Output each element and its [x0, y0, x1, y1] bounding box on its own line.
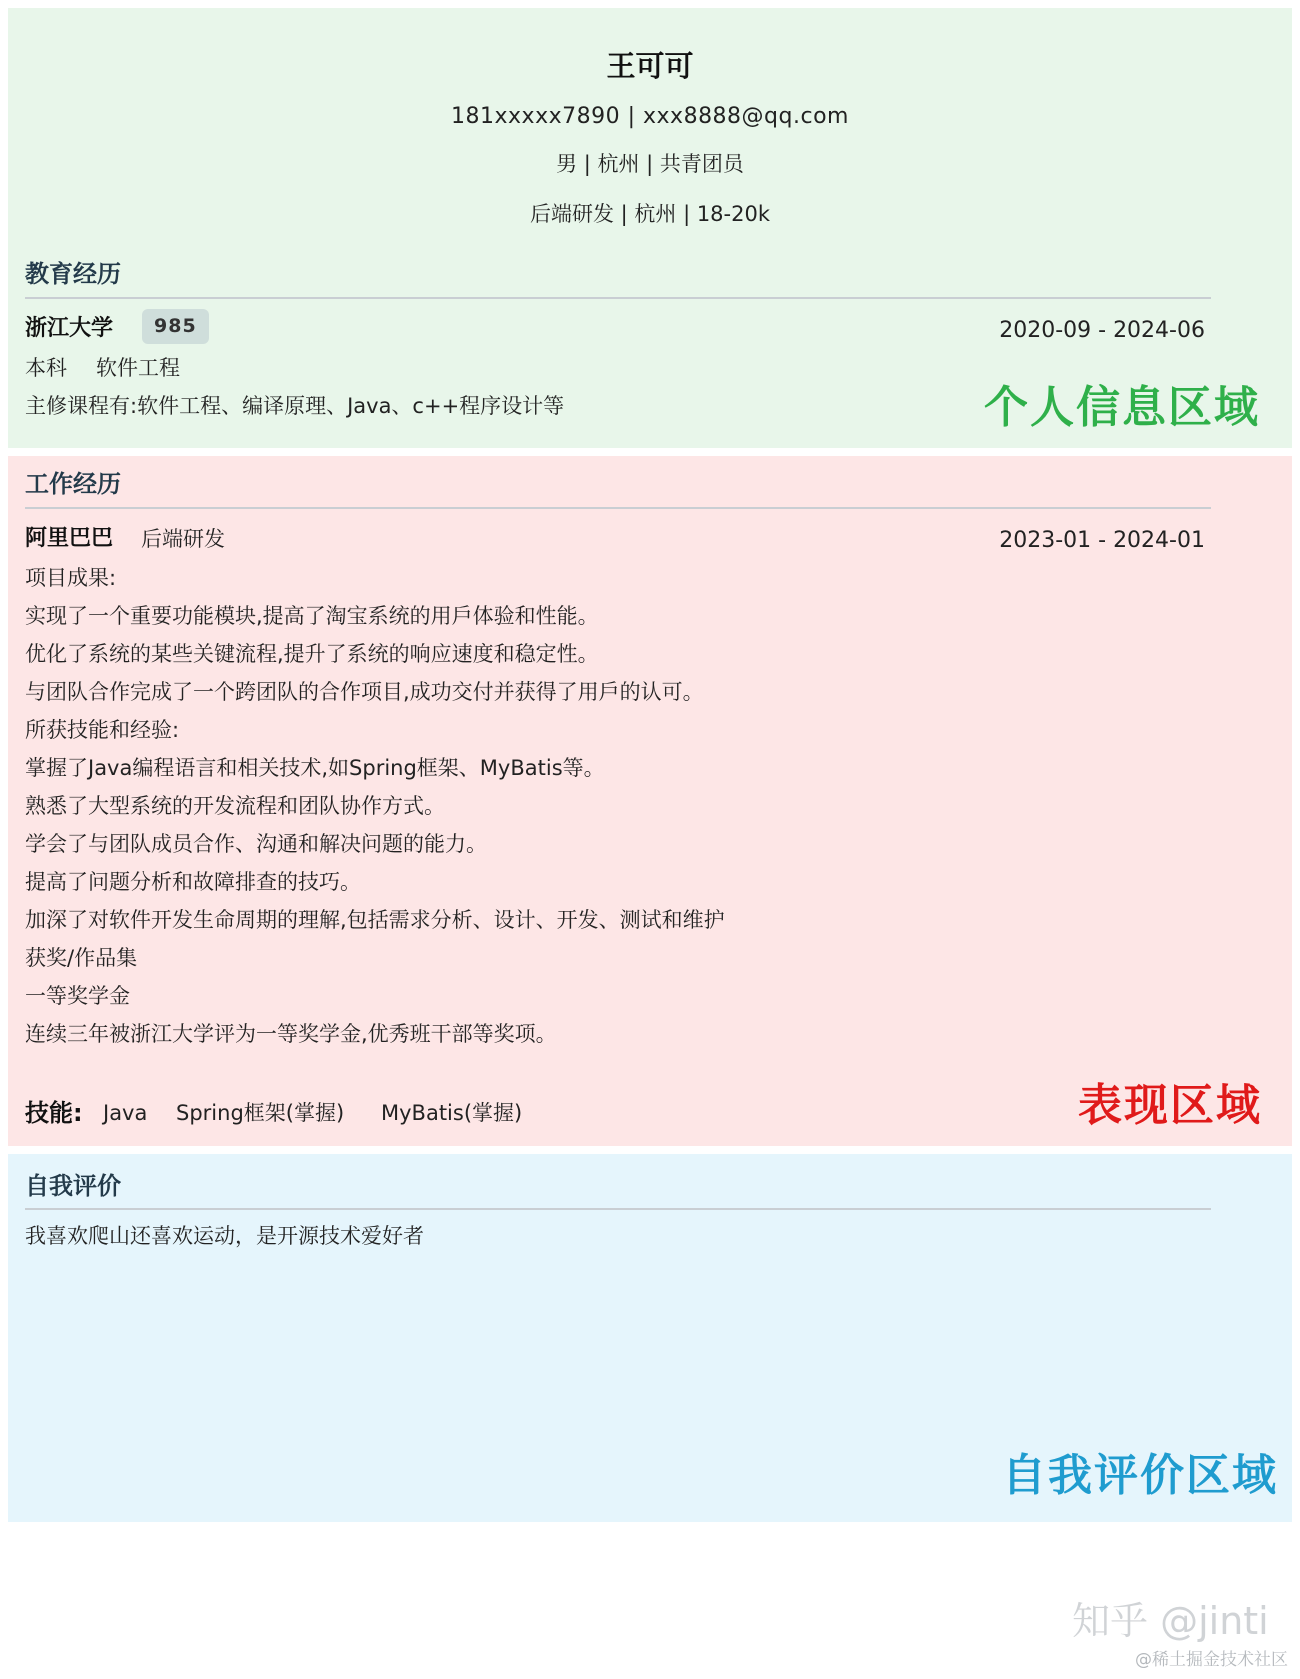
degree: 本科 [25, 356, 67, 380]
school-tag-wrap [142, 309, 209, 344]
school-tag: 985 [142, 309, 209, 344]
work-line: 加深了对软件开发生命周期的理解,包括需求分析、设计、开发、测试和维护 [25, 908, 725, 932]
work-line: 学会了与团队成员合作、沟通和解决问题的能力。 [25, 832, 487, 856]
work-region-label: 表现区域 [1078, 1080, 1262, 1131]
contact-line: 181xxxxx7890 | xxx8888@qq.com [451, 104, 849, 129]
work-line: 项目成果: [25, 566, 117, 590]
work-line: 获奖/作品集 [25, 946, 138, 970]
personal-line: 男 | 杭州 | 共青团员 [556, 152, 744, 176]
work-line: 实现了一个重要功能模块,提高了淘宝系统的用戶体验和性能。 [25, 604, 599, 628]
work-line: 提高了问题分析和故障排查的技巧。 [25, 870, 361, 894]
courses: 主修课程有:软件工程、编译原理、Java、c++程序设计等 [25, 394, 565, 418]
work-region [8, 456, 1292, 1146]
evaluation-divider [25, 1208, 1211, 1210]
juejin-watermark: @稀土掘金技术社区 [1135, 1650, 1288, 1670]
education-divider [25, 297, 1211, 299]
job-intent-line: 后端研发 | 杭州 | 18-20k [529, 202, 771, 226]
major: 软件工程 [96, 356, 180, 380]
work-date: 2023-01 - 2024-01 [999, 528, 1205, 553]
skill-item: MyBatis(掌握) [381, 1101, 523, 1125]
work-line: 掌握了Java编程语言和相关技术,如Spring框架、MyBatis等。 [25, 756, 605, 780]
work-line: 与团队合作完成了一个跨团队的合作项目,成功交付并获得了用戶的认可。 [25, 680, 704, 704]
skill-item: Java [103, 1101, 148, 1125]
skills-label: 技能: [25, 1099, 83, 1127]
skill-item: Spring框架(掌握) [176, 1101, 345, 1125]
work-line: 熟悉了大型系统的开发流程和团队协作方式。 [25, 794, 445, 818]
education-title: 教育经历 [25, 260, 121, 288]
company-name: 阿里巴巴 [25, 526, 114, 551]
work-line: 优化了系统的某些关键流程,提升了系统的响应速度和稳定性。 [25, 642, 599, 666]
self-evaluation-region [8, 1154, 1292, 1522]
education-date: 2020-09 - 2024-06 [999, 318, 1205, 343]
info-region-label: 个人信息区域 [984, 382, 1260, 433]
work-line: 一等奖学金 [25, 984, 130, 1008]
evaluation-text: 我喜欢爬山还喜欢运动，是开源技术爱好者 [25, 1224, 424, 1248]
evaluation-title: 自我评价 [25, 1172, 121, 1200]
work-line: 连续三年被浙江大学评为一等奖学金,优秀班干部等奖项。 [25, 1022, 557, 1046]
personal-info-region [8, 8, 1292, 448]
work-divider [25, 507, 1211, 509]
resume-name: 王可可 [606, 49, 694, 83]
zhihu-watermark: 知乎 @jinti [1072, 1599, 1269, 1643]
school-name: 浙江大学 [25, 316, 114, 341]
work-title: 工作经历 [25, 470, 121, 498]
evaluation-region-label: 自我评价区域 [1002, 1450, 1278, 1501]
work-line: 所获技能和经验: [25, 718, 180, 742]
job-role: 后端研发 [141, 527, 225, 551]
